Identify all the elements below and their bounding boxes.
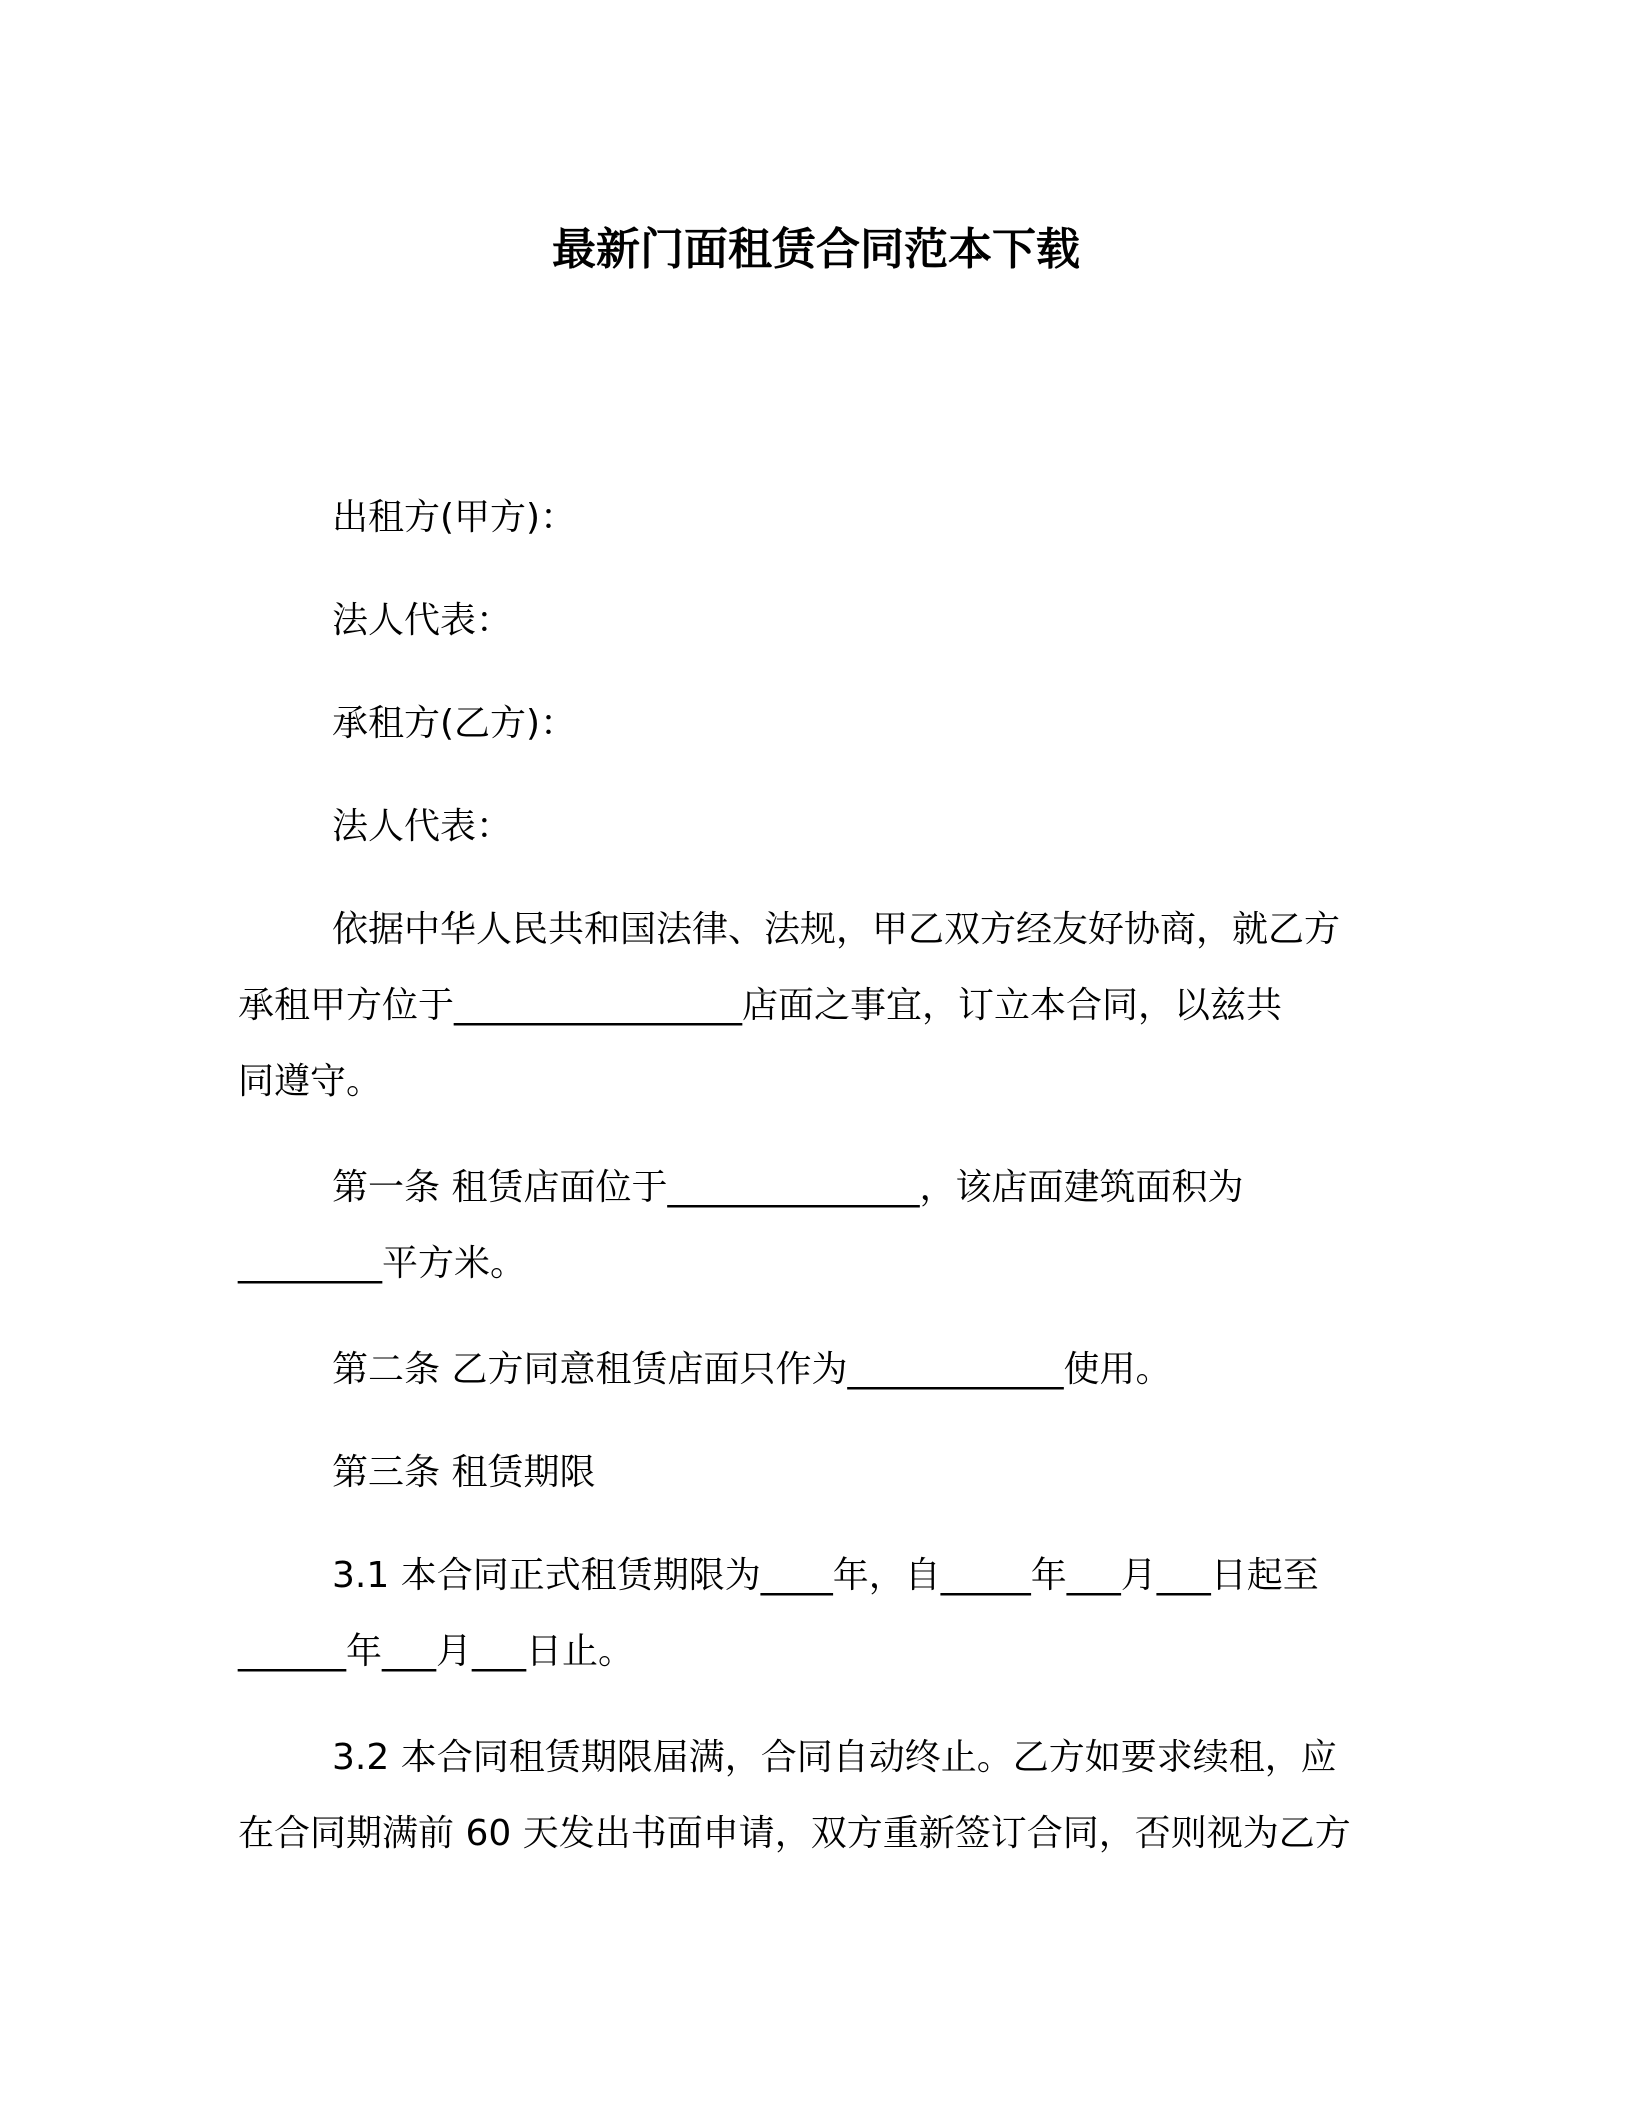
preamble-line-1: 依据中华人民共和国法律、法规，甲乙双方经友好协商，就乙方	[332, 909, 1341, 950]
article-3-heading: 第三条 租赁期限	[332, 1452, 596, 1493]
lessor-party-line: 出租方(甲方)：	[332, 497, 577, 538]
clause-3-1-line-1: 3.1 本合同正式租赁期限为____年，自_____年___月___日起至	[332, 1555, 1319, 1596]
article-1-line-2: ________平方米。	[238, 1243, 527, 1284]
clause-3-2-line-2: 在合同期满前 60 天发出书面申请，双方重新签订合同，否则视为乙方	[238, 1813, 1351, 1854]
preamble-line-3: 同遵守。	[238, 1061, 383, 1102]
lessee-party-line: 承租方(乙方)：	[332, 703, 577, 744]
lessor-representative-line: 法人代表：	[332, 600, 513, 641]
article-1-line-1: 第一条 租赁店面位于______________，该店面建筑面积为	[332, 1167, 1244, 1208]
lessee-representative-line: 法人代表：	[332, 806, 513, 847]
preamble-line-2: 承租甲方位于________________店面之事宜，订立本合同，以兹共	[238, 985, 1283, 1026]
article-2-line: 第二条 乙方同意租赁店面只作为____________使用。	[332, 1349, 1172, 1390]
clause-3-1-line-2: ______年___月___日止。	[238, 1631, 635, 1672]
clause-3-2-line-1: 3.2 本合同租赁期限届满，合同自动终止。乙方如要求续租，应	[332, 1737, 1337, 1778]
document-title: 最新门面租赁合同范本下载	[552, 224, 1080, 275]
